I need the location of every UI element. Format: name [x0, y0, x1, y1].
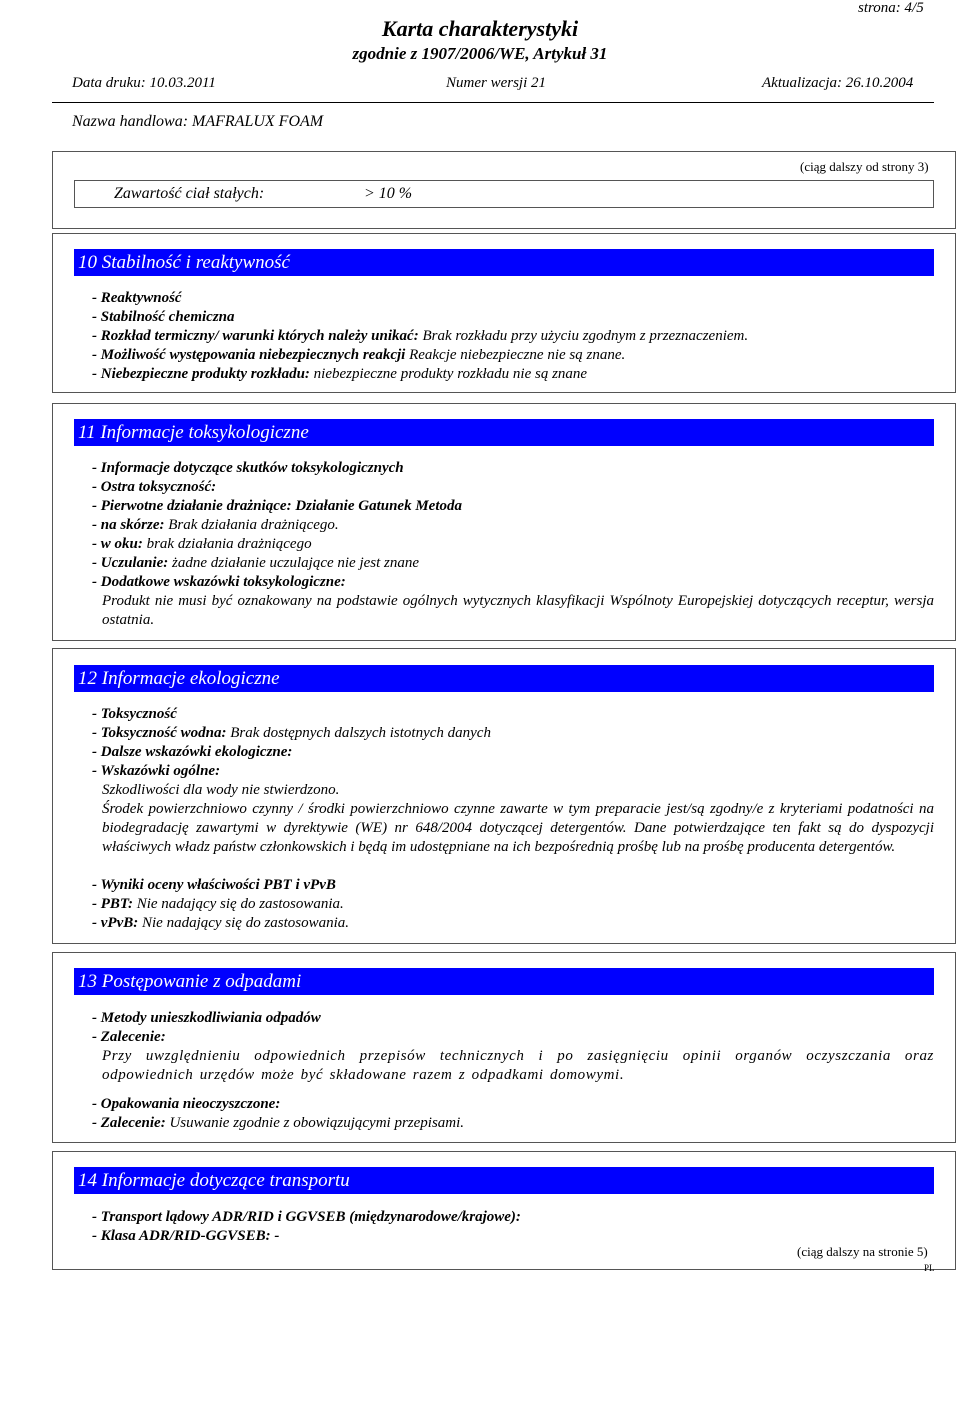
vpvb-value: Nie nadający się do zastosowania.	[138, 915, 350, 931]
hazardous-reactions	[92, 346, 625, 365]
land-transport: - Transport lądowy ADR/RID i GGVSEB (międzynarodowe/krajowe):	[92, 1209, 521, 1225]
recommendation: - Zalecenie:	[92, 1029, 166, 1045]
water-hazard-paragraph: Szkodliwości dla wody nie stwierdzono.	[102, 782, 340, 798]
primary-irritation: - Pierwotne działanie drażniące: Działanie Gatunek Metoda	[92, 498, 463, 514]
trade-name: Nazwa handlowa: MAFRALUX FOAM	[72, 113, 324, 130]
pbt	[92, 895, 344, 914]
reactivity: - Reaktywność	[92, 290, 182, 306]
toxicological-info: - Informacje dotyczące skutków toksykologicznych	[92, 460, 404, 476]
eye-irritation	[92, 535, 312, 554]
hazardous-reactions-label: - Możliwość występowania niebezpiecznych reakcji	[92, 347, 406, 363]
pbt-label: - PBT:	[92, 896, 133, 912]
section-11-title: 11 Informacje toksykologiczne	[74, 419, 934, 446]
pbt-vpvb-assessment: - Wyniki oceny właściwości PBT i vPvB	[92, 877, 336, 893]
vpvb-label: - vPvB:	[92, 915, 139, 931]
thermal-decomposition-label: - Rozkład termiczny/ warunki których należy unikać:	[92, 328, 419, 344]
pbt-value: Nie nadający się do zastosowania.	[132, 896, 344, 912]
uncleaned-packaging: - Opakowania nieoczyszczone:	[92, 1096, 281, 1112]
solids-label: Zawartość ciał stałych:	[114, 185, 265, 202]
aquatic-toxicity	[92, 724, 491, 743]
waste-paragraph: Przy uwzględnieniu odpowiednich przepisów technicznych i po zasięgnięciu opinii organów oczyszczania oraz odpowiednich urzędów może być składowane razem z odpadkami domowymi.	[102, 1048, 934, 1084]
page-number: strona: 4/5	[858, 0, 924, 16]
waste-treatment-methods: - Metody unieszkodliwiania odpadów	[92, 1010, 321, 1026]
header-divider	[52, 102, 934, 103]
sensitisation-value: żadne działanie uczulające nie jest znane	[168, 555, 420, 571]
continued-to: (ciąg dalszy na stronie 5)	[797, 1244, 928, 1259]
print-date: Data druku: 10.03.2011	[72, 75, 216, 91]
update-date: Aktualizacja: 26.10.2004	[762, 75, 914, 91]
decomposition-products	[92, 365, 587, 384]
chemical-stability: - Stabilność chemiczna	[92, 309, 235, 325]
sensitisation-label: - Uczulanie:	[92, 555, 169, 571]
thermal-decomposition-value: Brak rozkładu przy użyciu zgodnym z przeznaczeniem.	[418, 328, 749, 344]
acute-toxicity: - Ostra toksyczność:	[92, 479, 217, 495]
further-ecological-notes: - Dalsze wskazówki ekologiczne:	[92, 744, 293, 760]
skin-irritation	[92, 516, 339, 535]
packaging-recommendation	[92, 1114, 464, 1133]
toxicology-paragraph: Produkt nie musi być oznakowany na podstawie ogólnych wytycznych klasyfikacji Wspólnoty Europejskiej dotyczących receptur, wersja ostatnia.	[102, 593, 934, 629]
thermal-decomposition	[92, 327, 748, 346]
version-number: Numer wersji 21	[446, 75, 547, 91]
eye-irritation-value: brak działania drażniącego	[142, 536, 312, 552]
eye-irritation-label: - w oku:	[92, 536, 143, 552]
additional-toxicology-notes: - Dodatkowe wskazówki toksykologiczne:	[92, 574, 346, 590]
vpvb	[92, 914, 349, 933]
adr-class: - Klasa ADR/RID-GGVSEB: -	[92, 1228, 280, 1244]
hazardous-reactions-value: Reakcje niebezpieczne nie są znane.	[405, 347, 626, 363]
continued-from: (ciąg dalszy od strony 3)	[800, 159, 929, 174]
skin-irritation-value: Brak działania drażniącego.	[164, 517, 339, 533]
general-notes: - Wskazówki ogólne:	[92, 763, 221, 779]
section-13-title: 13 Postępowanie z odpadami	[74, 968, 934, 995]
toxicity: - Toksyczność	[92, 706, 177, 722]
aquatic-toxicity-value: Brak dostępnych dalszych istotnych danych	[226, 725, 491, 741]
language-code: PL	[924, 1263, 935, 1273]
section-10-title: 10 Stabilność i reaktywność	[74, 249, 934, 276]
section-12-title: 12 Informacje ekologiczne	[74, 665, 934, 692]
decomposition-products-value: niebezpieczne produkty rozkładu nie są znane	[309, 366, 588, 382]
surfactant-paragraph: Środek powierzchniowo czynny / środki powierzchniowo czynne zawarte w tym preparacie jest/są zgodny/e z kryteriami podatności na biodegradację zawartymi w dyrektywie (WE) nr 648/2004 dotyczącej detergentów. Dane potwierdzające ten fakt są do dyspozycji właściwych władz państw członkowskich i będą im udostępniane na ich bezpośrednią prośbę lub na prośbę producenta detergentów.	[102, 801, 934, 856]
solids-value: > 10 %	[364, 185, 413, 202]
sensitisation	[92, 554, 419, 573]
document-subtitle: zgodnie z 1907/2006/WE, Artykuł 31	[352, 44, 608, 63]
packaging-recommendation-label: - Zalecenie:	[92, 1115, 166, 1131]
aquatic-toxicity-label: - Toksyczność wodna:	[92, 725, 227, 741]
decomposition-products-label: - Niebezpieczne produkty rozkładu:	[92, 366, 310, 382]
skin-irritation-label: - na skórze:	[92, 517, 165, 533]
document-title: Karta charakterystyki	[381, 16, 579, 41]
section-14-title: 14 Informacje dotyczące transportu	[74, 1167, 934, 1194]
packaging-recommendation-value: Usuwanie zgodnie z obowiązującymi przepisami.	[165, 1115, 465, 1131]
